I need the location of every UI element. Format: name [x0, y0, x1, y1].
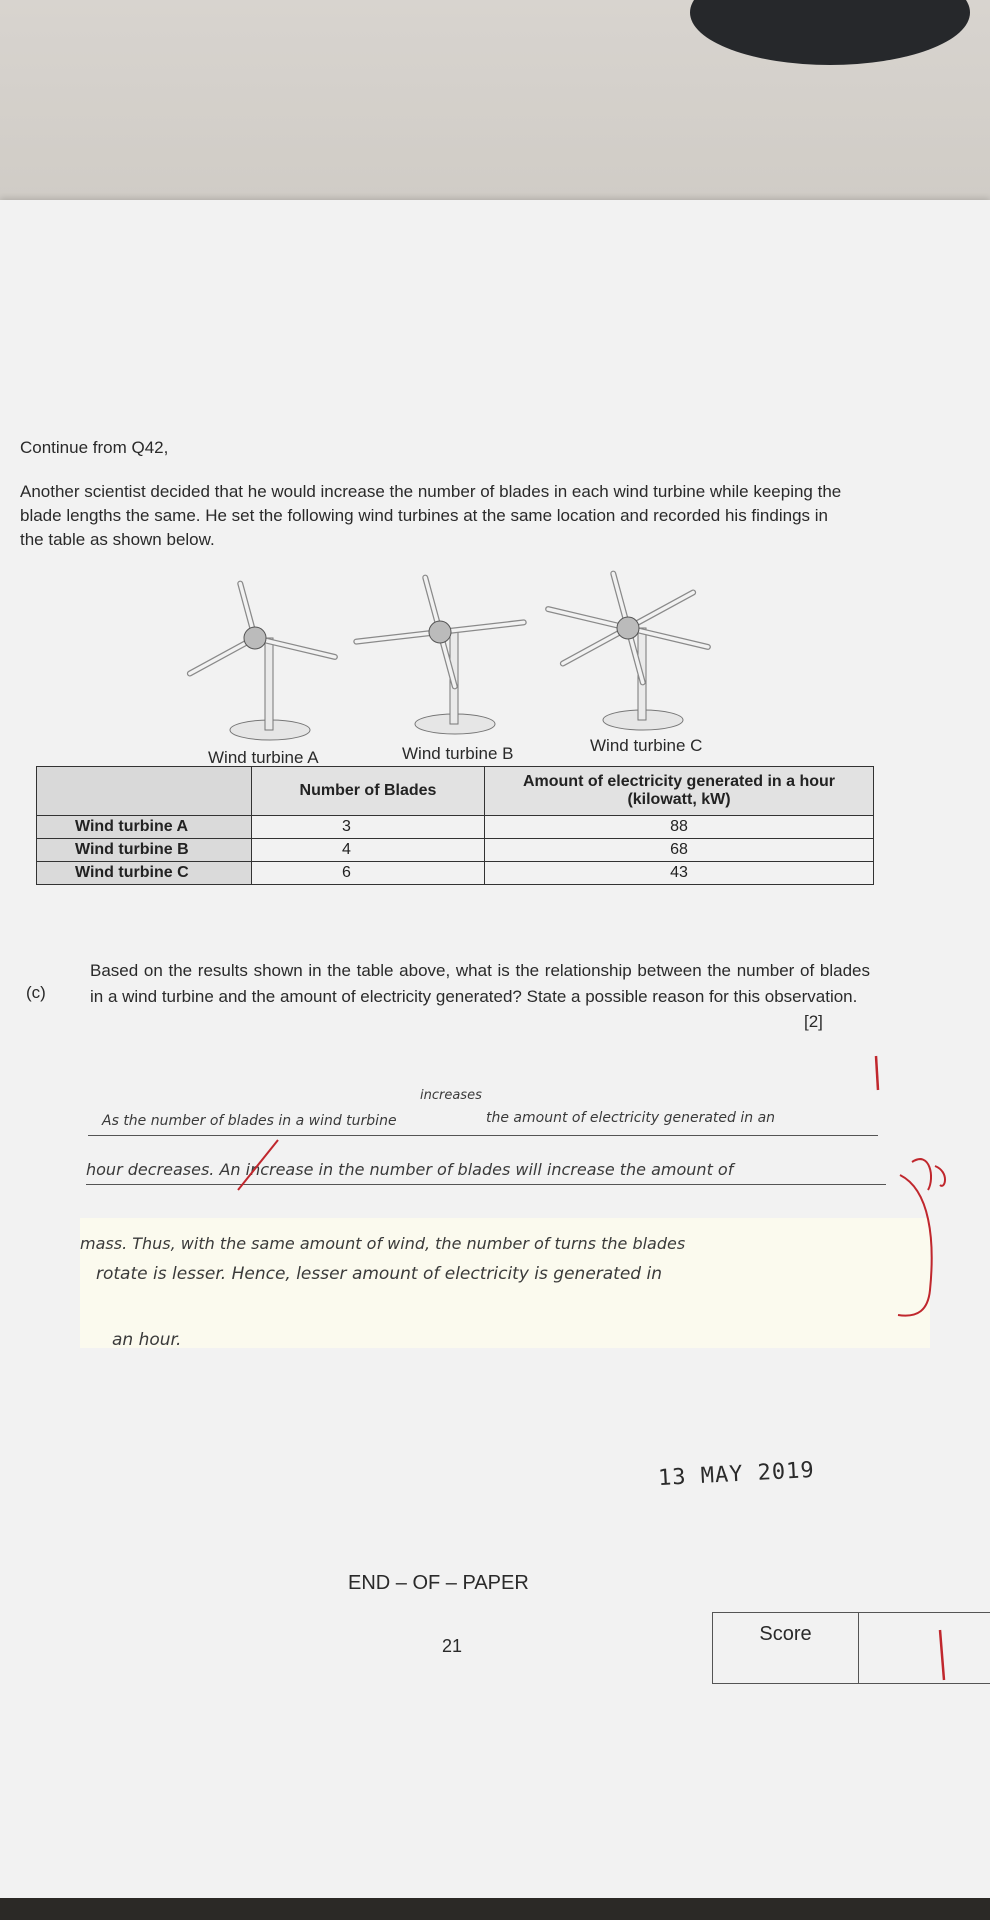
table-header-blades: Number of Blades	[252, 767, 485, 816]
turbine-b-label: Wind turbine B	[402, 744, 514, 763]
answer-line-4: rotate is lesser. Hence, lesser amount of electricity is generated in	[96, 1264, 662, 1284]
turbine-c-label: Wind turbine C	[590, 736, 703, 755]
row-blades: 3	[252, 816, 485, 839]
row-blades: 4	[252, 839, 485, 862]
row-amount: 43	[485, 862, 874, 885]
turbine-a-label: Wind turbine A	[208, 748, 319, 767]
answer-line-2: hour decreases. An increase in the number of blades will increase the amount of	[86, 1160, 734, 1179]
row-name: Wind turbine C	[37, 862, 252, 885]
continuation-label: Continue from Q42,	[20, 438, 169, 457]
answer-insertion: increases	[420, 1088, 482, 1103]
score-box	[712, 1612, 990, 1684]
score-label: Score	[713, 1613, 859, 1683]
question-text: Based on the results shown in the table above, what is the relationship between the number of blades in a wind turbine and the amount of electricity generated? State a possible reason for this observation.	[90, 961, 870, 1006]
row-amount: 68	[485, 839, 874, 862]
answer-line-3: mass. Thus, with the same amount of wind, the number of turns the blades	[80, 1234, 686, 1253]
row-blades: 6	[252, 862, 485, 885]
answer-line-5: an hour.	[112, 1330, 182, 1350]
row-amount: 88	[485, 816, 874, 839]
answer-line-1b: the amount of electricity generated in an	[486, 1110, 776, 1126]
row-name: Wind turbine B	[37, 839, 252, 862]
end-of-paper: END – OF – PAPER	[348, 1572, 529, 1594]
row-name: Wind turbine A	[37, 816, 252, 839]
question-marks: [2]	[804, 1012, 823, 1031]
bottom-edge	[0, 1898, 990, 1920]
page-number: 21	[442, 1636, 463, 1656]
intro-paragraph: Another scientist decided that he would increase the number of blades in each wind turbine while keeping the blade lengths the same. He set the following wind turbines at the same location and recorded his findings in the table as shown below.	[20, 482, 842, 549]
question-label: (c)	[26, 983, 46, 1002]
table-header-amount: Amount of electricity generated in a hour (kilowatt, kW)	[485, 767, 874, 816]
date-stamp: 13 MAY 2019	[657, 1457, 816, 1492]
answer-line-1: As the number of blades in a wind turbine	[102, 1113, 397, 1129]
